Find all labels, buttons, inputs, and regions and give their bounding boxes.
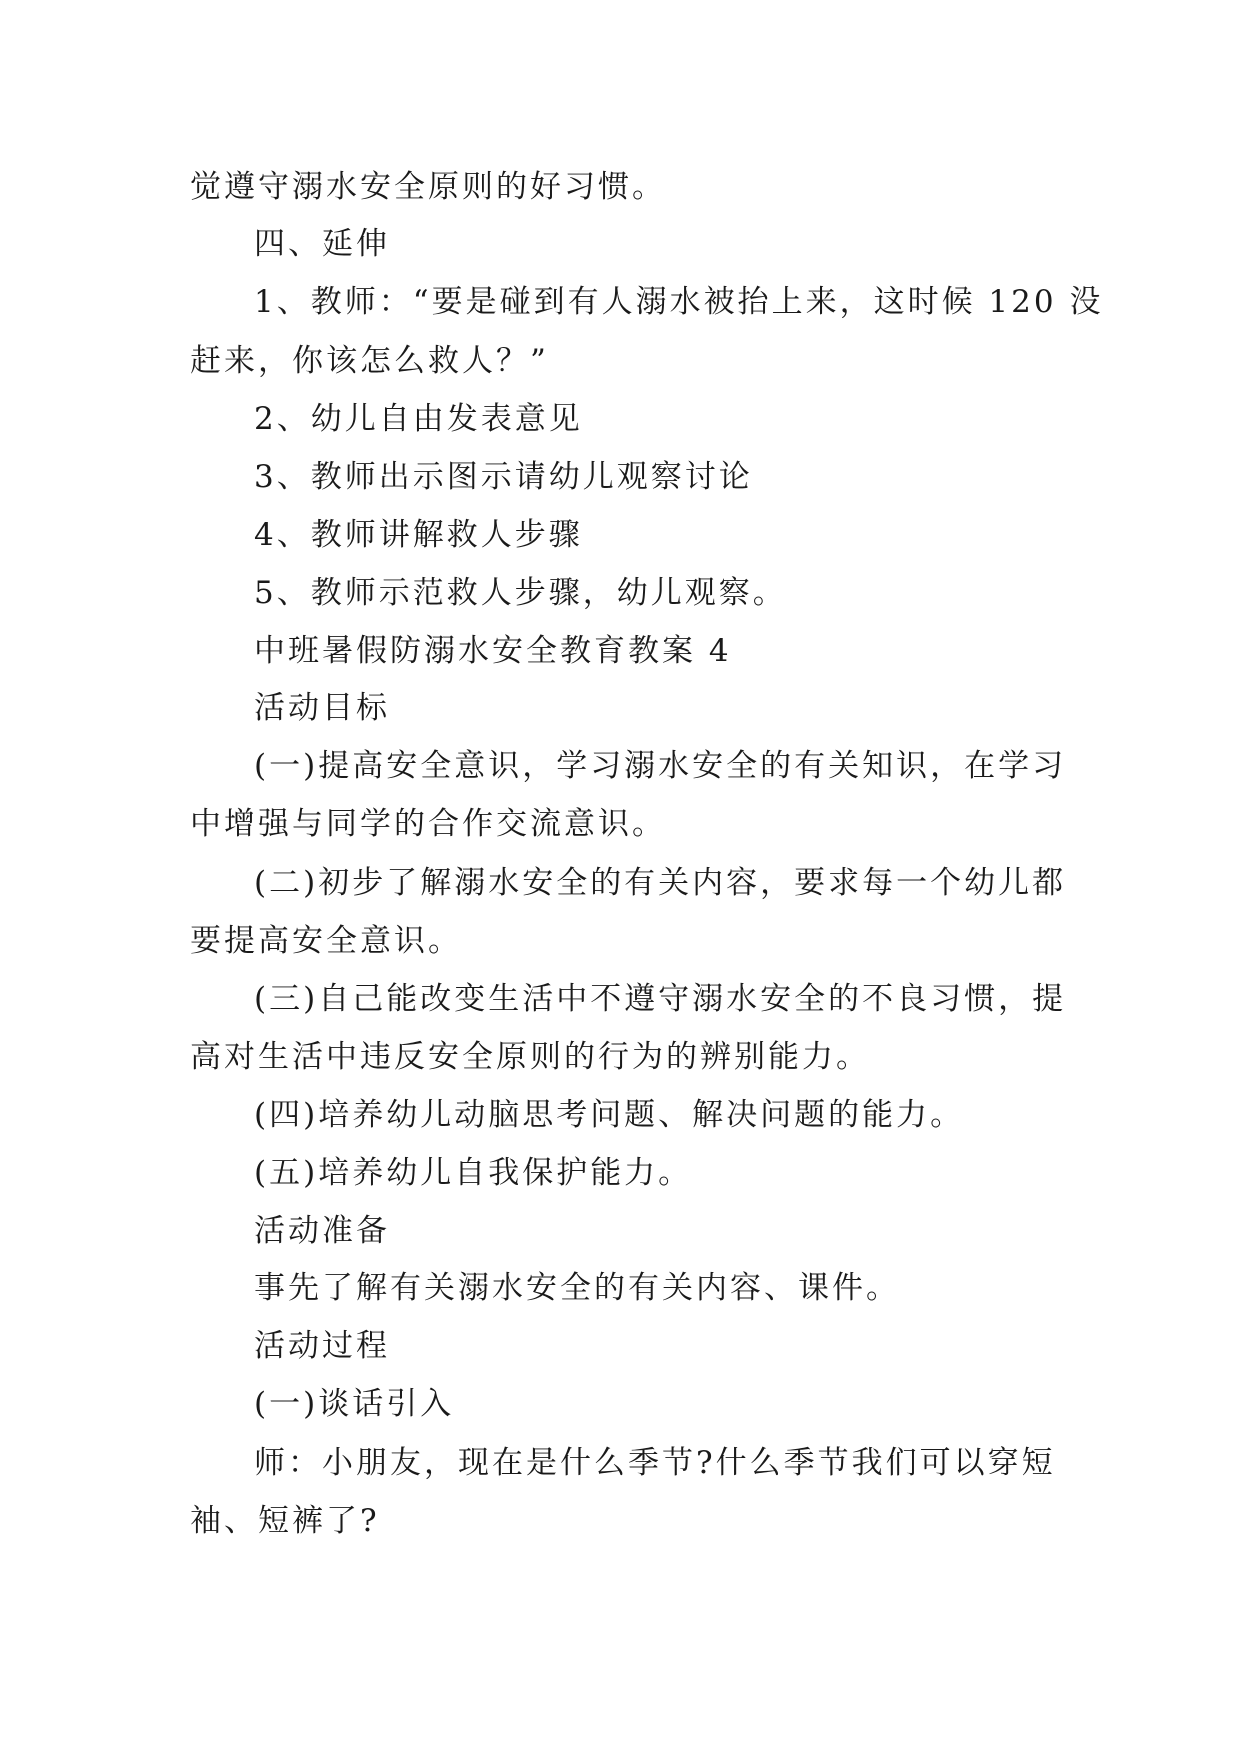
section-heading: 四、延伸: [254, 226, 390, 262]
text-line: 觉遵守溺水安全原则的好习惯。: [190, 169, 666, 205]
section-heading: 活动过程: [254, 1328, 390, 1364]
text-line: 1、教师：“要是碰到有人溺水被抬上来，这时候 120 没: [254, 284, 1104, 320]
text-line: 中增强与同学的合作交流意识。: [190, 806, 666, 842]
list-item: 2、幼儿自由发表意见: [254, 401, 583, 437]
text-line: 师：小朋友，现在是什么季节?什么季节我们可以穿短: [254, 1445, 1056, 1481]
list-item: 3、教师出示图示请幼儿观察讨论: [254, 459, 753, 495]
section-heading: 活动目标: [254, 690, 390, 726]
list-item: (三)自己能改变生活中不遵守溺水安全的不良习惯，提: [254, 981, 1067, 1017]
list-item: (一)提高安全意识，学习溺水安全的有关知识，在学习: [254, 748, 1067, 784]
list-item: (五)培养幼儿自我保护能力。: [254, 1155, 693, 1191]
text-line: 事先了解有关溺水安全的有关内容、课件。: [254, 1270, 900, 1306]
text-line: 高对生活中违反安全原则的行为的辨别能力。: [190, 1039, 870, 1075]
lesson-title: 中班暑假防溺水安全教育教案 4: [254, 633, 732, 669]
list-item: 5、教师示范救人步骤，幼儿观察。: [254, 575, 787, 611]
text-line: 袖、短裤了?: [190, 1503, 380, 1539]
text-line: 赶来，你该怎么救人？”: [190, 343, 549, 379]
list-item: (二)初步了解溺水安全的有关内容，要求每一个幼儿都: [254, 865, 1067, 901]
subsection-heading: (一)谈话引入: [254, 1386, 455, 1422]
list-item: 4、教师讲解救人步骤: [254, 517, 583, 553]
section-heading: 活动准备: [254, 1213, 390, 1249]
text-line: 要提高安全意识。: [190, 923, 462, 959]
list-item: (四)培养幼儿动脑思考问题、解决问题的能力。: [254, 1097, 965, 1133]
